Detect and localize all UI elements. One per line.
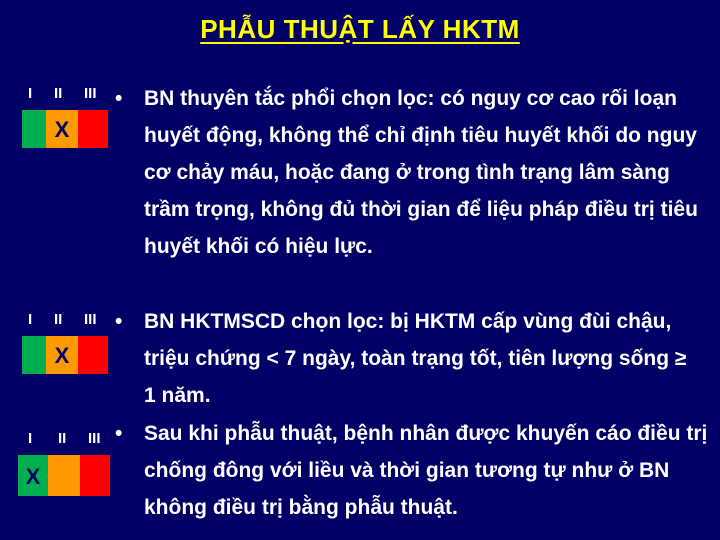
selection-mark: X — [25, 464, 41, 489]
selection-mark: X — [54, 343, 70, 368]
slide-title: PHẪU THUẬT LẤY HKTM — [200, 14, 520, 44]
grade-cell-green — [22, 110, 46, 148]
grade-label-i: I — [28, 85, 33, 102]
grade-label-ii: II — [58, 430, 67, 447]
grade-cell-orange — [46, 336, 78, 374]
grade-label-iii: III — [84, 85, 97, 102]
grade-indicator — [22, 311, 108, 377]
grade-label-i: I — [28, 430, 33, 447]
bullet-symbol: • — [115, 310, 123, 333]
grade-indicator — [22, 85, 108, 151]
bullet-text: BN HKTMSCD chọn lọc: bị HKTM cấp vùng đùi chậu, triệu chứng < 7 ngày, toàn trạng tốt, tiên lượng sống ≥ 1 năm. — [144, 310, 687, 407]
bullet-text: Sau khi phẫu thuật, bệnh nhân được khuyến cáo điều trị chống đông với liều và thời gian tương tự như ở BN không điều trị bằng phẫu thuật. — [144, 422, 708, 519]
grade-label-iii: III — [84, 311, 97, 328]
grade-cell-orange — [48, 455, 80, 496]
grade-label-ii: II — [54, 85, 63, 102]
grade-label-ii: II — [54, 311, 63, 328]
grade-indicator — [18, 430, 110, 498]
grade-cell-red — [80, 455, 110, 496]
grade-label-iii: III — [88, 430, 101, 447]
bullet-symbol: • — [115, 87, 123, 110]
grade-label-i: I — [28, 311, 33, 328]
selection-mark: X — [54, 117, 70, 142]
bullet-text: BN thuyên tắc phổi chọn lọc: có nguy cơ cao rối loạn huyết động, không thể chỉ định tiêu huyết khối do nguy cơ chảy máu, hoặc đang ở trong tình trạng lâm sàng trầm trọng, không đủ thời gian để liệu pháp điều trị tiêu huyết khối có hiệu lực. — [144, 87, 698, 258]
grade-cell-green — [18, 455, 48, 496]
grade-cell-red — [78, 110, 108, 148]
grade-cell-green — [22, 336, 46, 374]
bullet-symbol: • — [115, 422, 123, 445]
grade-cell-red — [78, 336, 108, 374]
grade-cell-orange — [46, 110, 78, 148]
